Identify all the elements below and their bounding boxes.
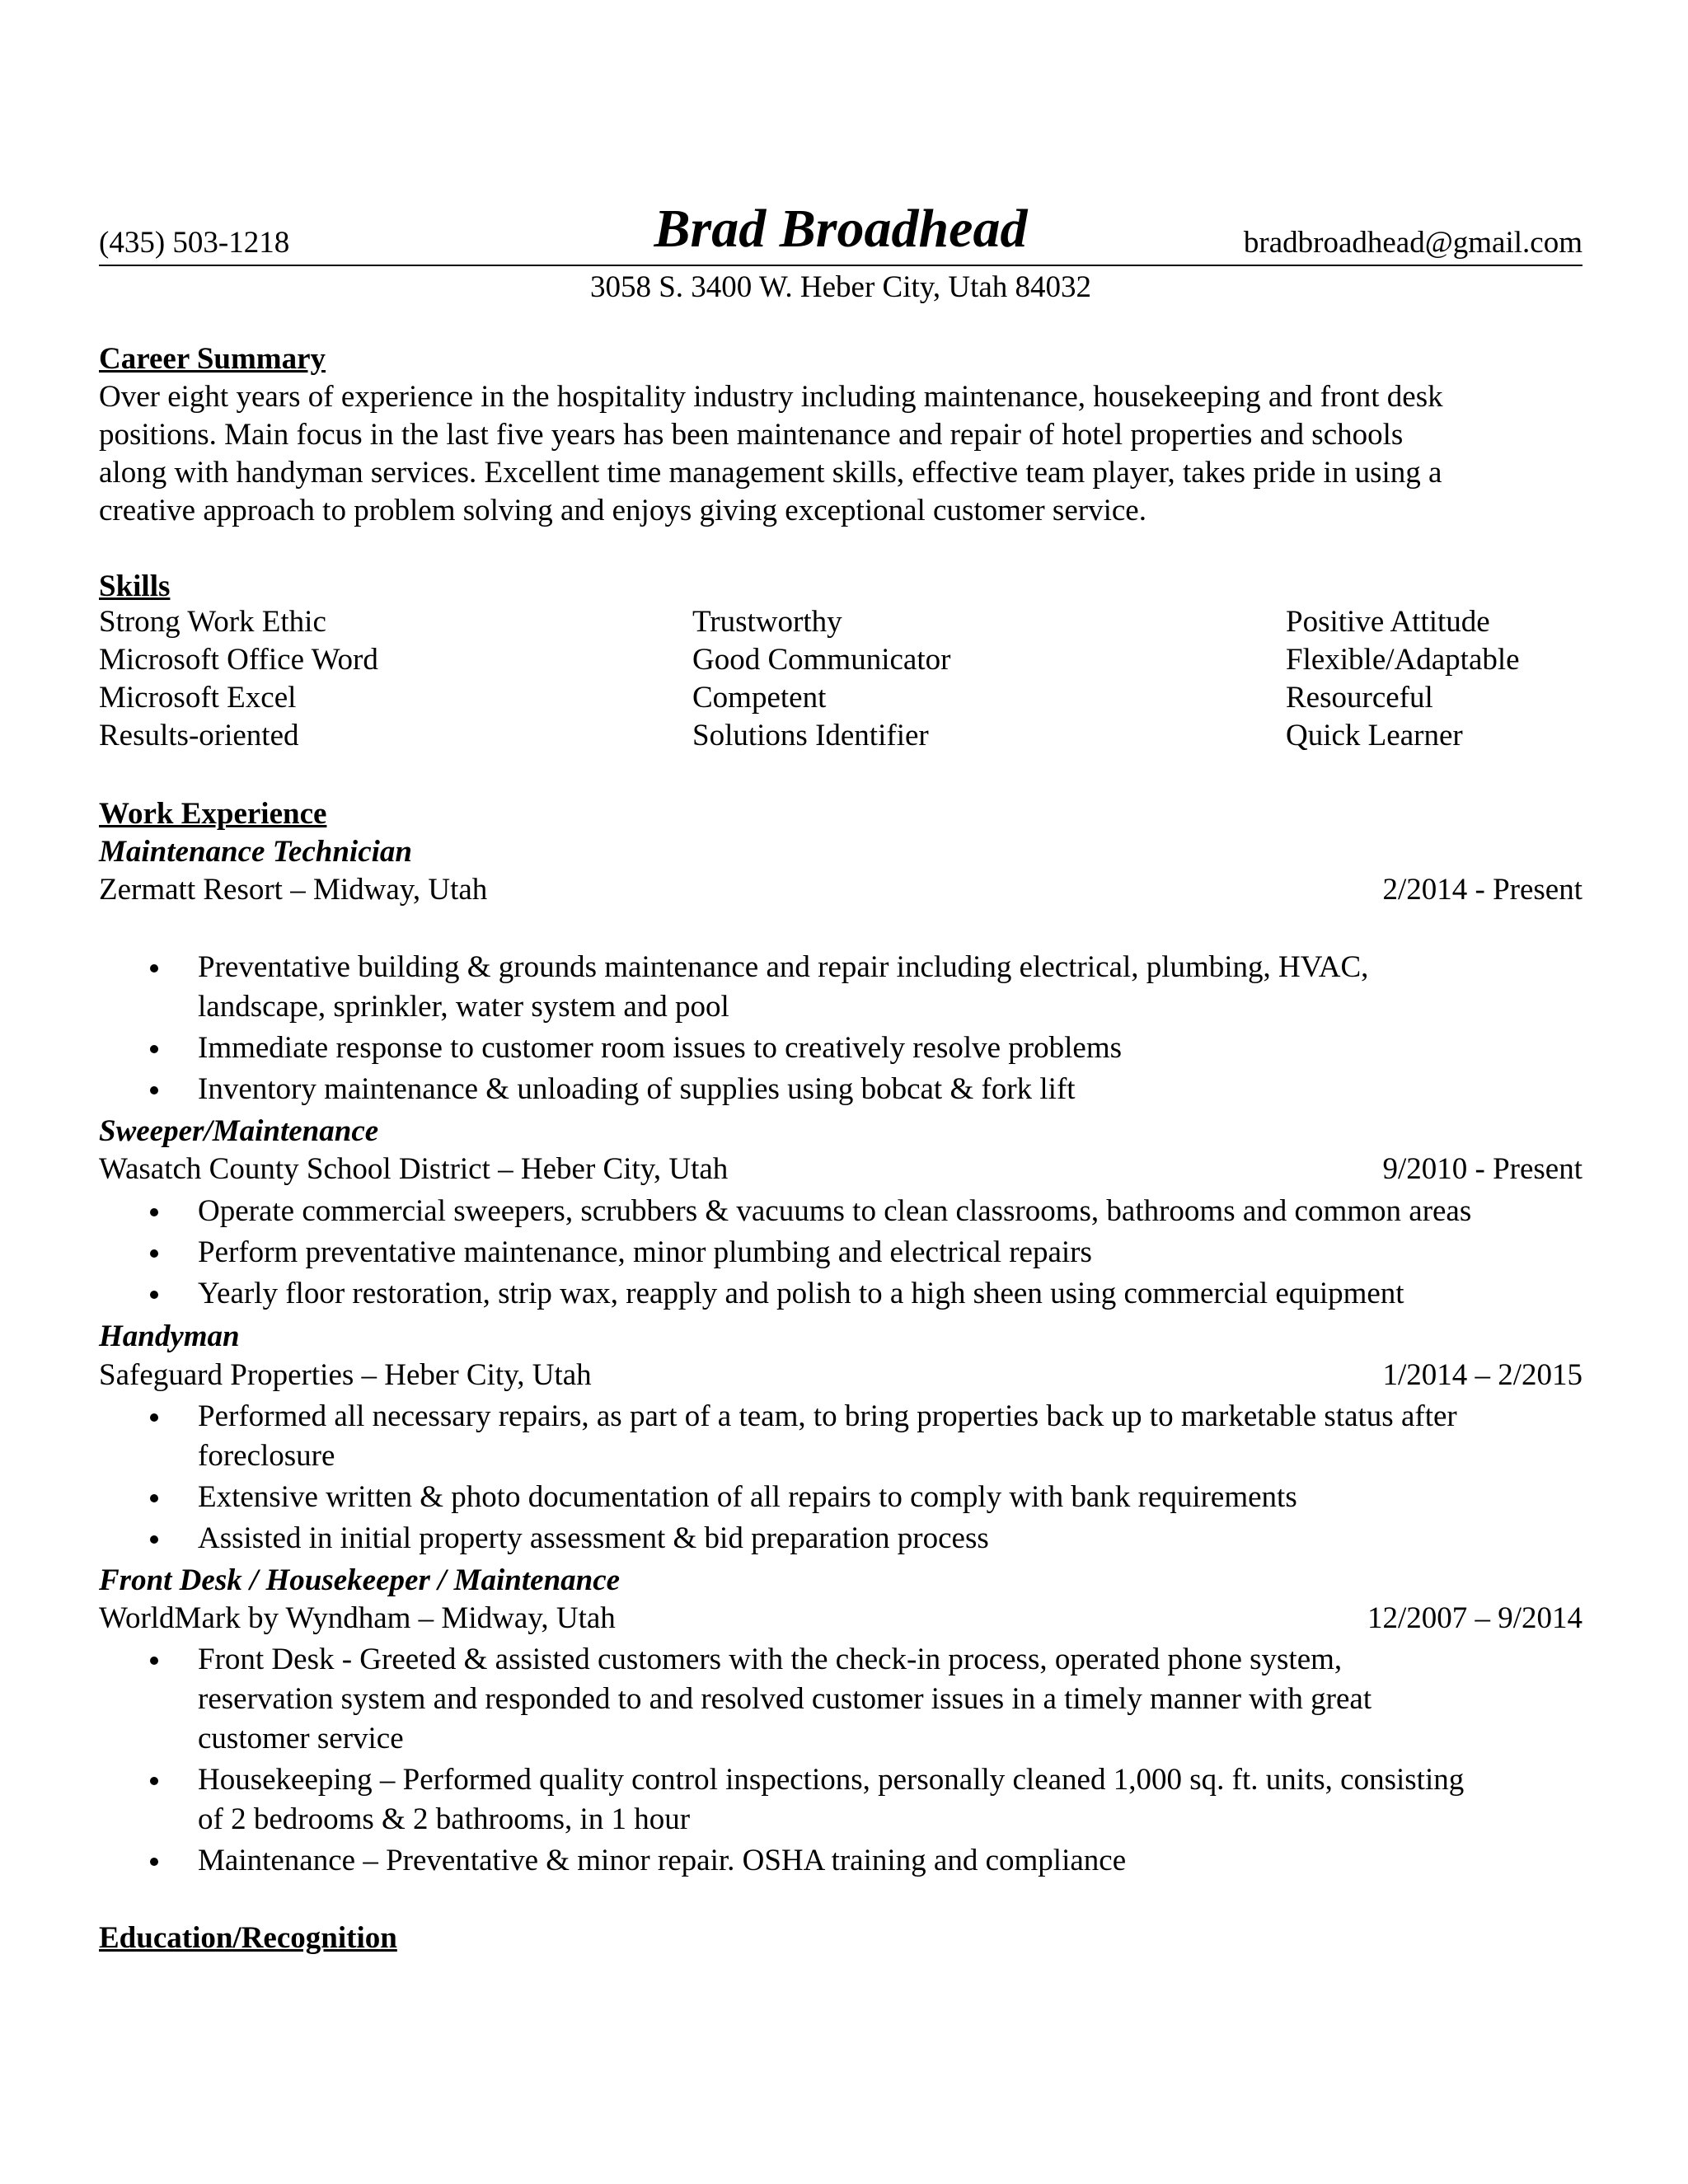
bullet-icon <box>150 1657 158 1665</box>
job-bullets <box>99 1397 1582 1560</box>
phone-number: (435) 503-1218 <box>99 226 290 260</box>
job-bullet-line: Extensive written & photo documentation of all repairs to comply with bank requirements <box>198 1480 1297 1514</box>
bullet-icon <box>150 1777 158 1785</box>
skill-item: Quick Learner <box>1286 719 1463 752</box>
job-bullet-line: Maintenance – Preventative & minor repair. OSHA training and compliance <box>198 1844 1127 1877</box>
candidate-name: Brad Broadhead <box>654 199 1028 259</box>
job-bullets <box>99 1640 1582 1882</box>
job-bullet <box>99 1070 1582 1109</box>
job-dates: 2/2014 - Present <box>1382 873 1582 907</box>
bullet-icon <box>150 964 158 972</box>
street-address: 3058 S. 3400 W. Heber City, Utah 84032 <box>589 270 1092 304</box>
career-summary-line: along with handyman services. Excellent time management skills, effective team player, takes pride in using a <box>99 456 1442 490</box>
bullet-icon <box>150 1494 158 1502</box>
job-bullet-line: Inventory maintenance & unloading of supplies using bobcat & fork lift <box>198 1072 1076 1106</box>
job-dates: 1/2014 – 2/2015 <box>1382 1358 1582 1392</box>
header <box>99 199 1582 266</box>
job-bullet-line: Housekeeping – Performed quality control inspections, personally cleaned 1,000 sq. ft. units, consisting <box>198 1763 1465 1797</box>
bullet-icon <box>150 1086 158 1094</box>
job-bullet-line: Immediate response to customer room issues to creatively resolve problems <box>198 1031 1123 1065</box>
job-employer: Wasatch County School District – Heber City, Utah <box>99 1152 729 1186</box>
job-bullet <box>99 1029 1582 1068</box>
job-dates: 9/2010 - Present <box>1382 1152 1582 1186</box>
job-bullet-line: Performed all necessary repairs, as part of a team, to bring properties back up to marketable status after <box>198 1399 1457 1433</box>
bullet-icon <box>150 1291 158 1299</box>
skill-item: Trustworthy <box>692 605 842 639</box>
job-title: Handyman <box>99 1319 240 1353</box>
job-bullets <box>99 1192 1582 1315</box>
job-bullet-line: of 2 bedrooms & 2 bathrooms, in 1 hour <box>198 1802 691 1836</box>
job-bullet <box>99 1192 1582 1231</box>
career-summary-heading: Career Summary <box>99 342 326 376</box>
job-employer: Safeguard Properties – Heber City, Utah <box>99 1358 592 1392</box>
bullet-icon <box>150 1045 158 1053</box>
job-bullets <box>99 948 1582 1111</box>
skills-heading: Skills <box>99 569 171 603</box>
skill-item: Microsoft Office Word <box>99 643 378 677</box>
email-address: bradbroadhead@gmail.com <box>1243 226 1582 260</box>
career-summary-line: positions. Main focus in the last five years has been maintenance and repair of hotel properties and schools <box>99 418 1404 452</box>
job-bullet <box>99 1640 1582 1759</box>
skill-item: Positive Attitude <box>1286 605 1490 639</box>
education-heading: Education/Recognition <box>99 1921 397 1955</box>
job-bullet-line: reservation system and responded to and resolved customer issues in a timely manner with great <box>198 1682 1372 1716</box>
job-bullet-line: Front Desk - Greeted & assisted customers with the check-in process, operated phone system, <box>198 1643 1343 1676</box>
skill-item: Competent <box>692 681 827 715</box>
job-bullet <box>99 1233 1582 1272</box>
career-summary-line: creative approach to problem solving and enjoys giving exceptional customer service. <box>99 494 1146 527</box>
bullet-icon <box>150 1858 158 1866</box>
job-bullet-line: Yearly floor restoration, strip wax, reapply and polish to a high sheen using commercial equipment <box>198 1277 1404 1310</box>
skill-item: Good Communicator <box>692 643 951 677</box>
job-title: Sweeper/Maintenance <box>99 1114 379 1148</box>
job-bullet-line: foreclosure <box>198 1439 335 1473</box>
skill-item: Solutions Identifier <box>692 719 929 752</box>
job-bullet <box>99 1841 1582 1881</box>
job-bullet <box>99 1760 1582 1840</box>
career-summary-text <box>99 378 1582 530</box>
job-bullet-line: Assisted in initial property assessment & bid preparation process <box>198 1521 989 1555</box>
bullet-icon <box>150 1249 158 1258</box>
job-dates: 12/2007 – 9/2014 <box>1367 1601 1582 1635</box>
skill-item: Microsoft Excel <box>99 681 297 715</box>
job-title: Maintenance Technician <box>99 835 412 869</box>
job-bullet-line: Operate commercial sweepers, scrubbers & vacuums to clean classrooms, bathrooms and common areas <box>198 1194 1472 1228</box>
bullet-icon <box>150 1535 158 1544</box>
bullet-icon <box>150 1208 158 1216</box>
skill-item: Flexible/Adaptable <box>1286 643 1520 677</box>
bullet-icon <box>150 1413 158 1422</box>
job-bullet <box>99 1274 1582 1314</box>
job-bullet-line: Preventative building & grounds maintenance and repair including electrical, plumbing, HVAC, <box>198 950 1369 984</box>
job-bullet-line: customer service <box>198 1722 404 1755</box>
job-bullet-line: landscape, sprinkler, water system and pool <box>198 990 729 1024</box>
job-bullet <box>99 1397 1582 1476</box>
skill-item: Resourceful <box>1286 681 1433 715</box>
job-bullet-line: Perform preventative maintenance, minor plumbing and electrical repairs <box>198 1235 1092 1269</box>
job-bullet <box>99 1519 1582 1558</box>
skill-item: Strong Work Ethic <box>99 605 326 639</box>
job-title: Front Desk / Housekeeper / Maintenance <box>99 1563 621 1597</box>
career-summary-line: Over eight years of experience in the hospitality industry including maintenance, housekeeping and front desk <box>99 380 1443 414</box>
job-employer: WorldMark by Wyndham – Midway, Utah <box>99 1601 616 1635</box>
job-employer: Zermatt Resort – Midway, Utah <box>99 873 488 907</box>
job-bullet <box>99 948 1582 1027</box>
skill-item: Results-oriented <box>99 719 299 752</box>
job-bullet <box>99 1478 1582 1517</box>
work-experience-heading: Work Experience <box>99 797 327 831</box>
